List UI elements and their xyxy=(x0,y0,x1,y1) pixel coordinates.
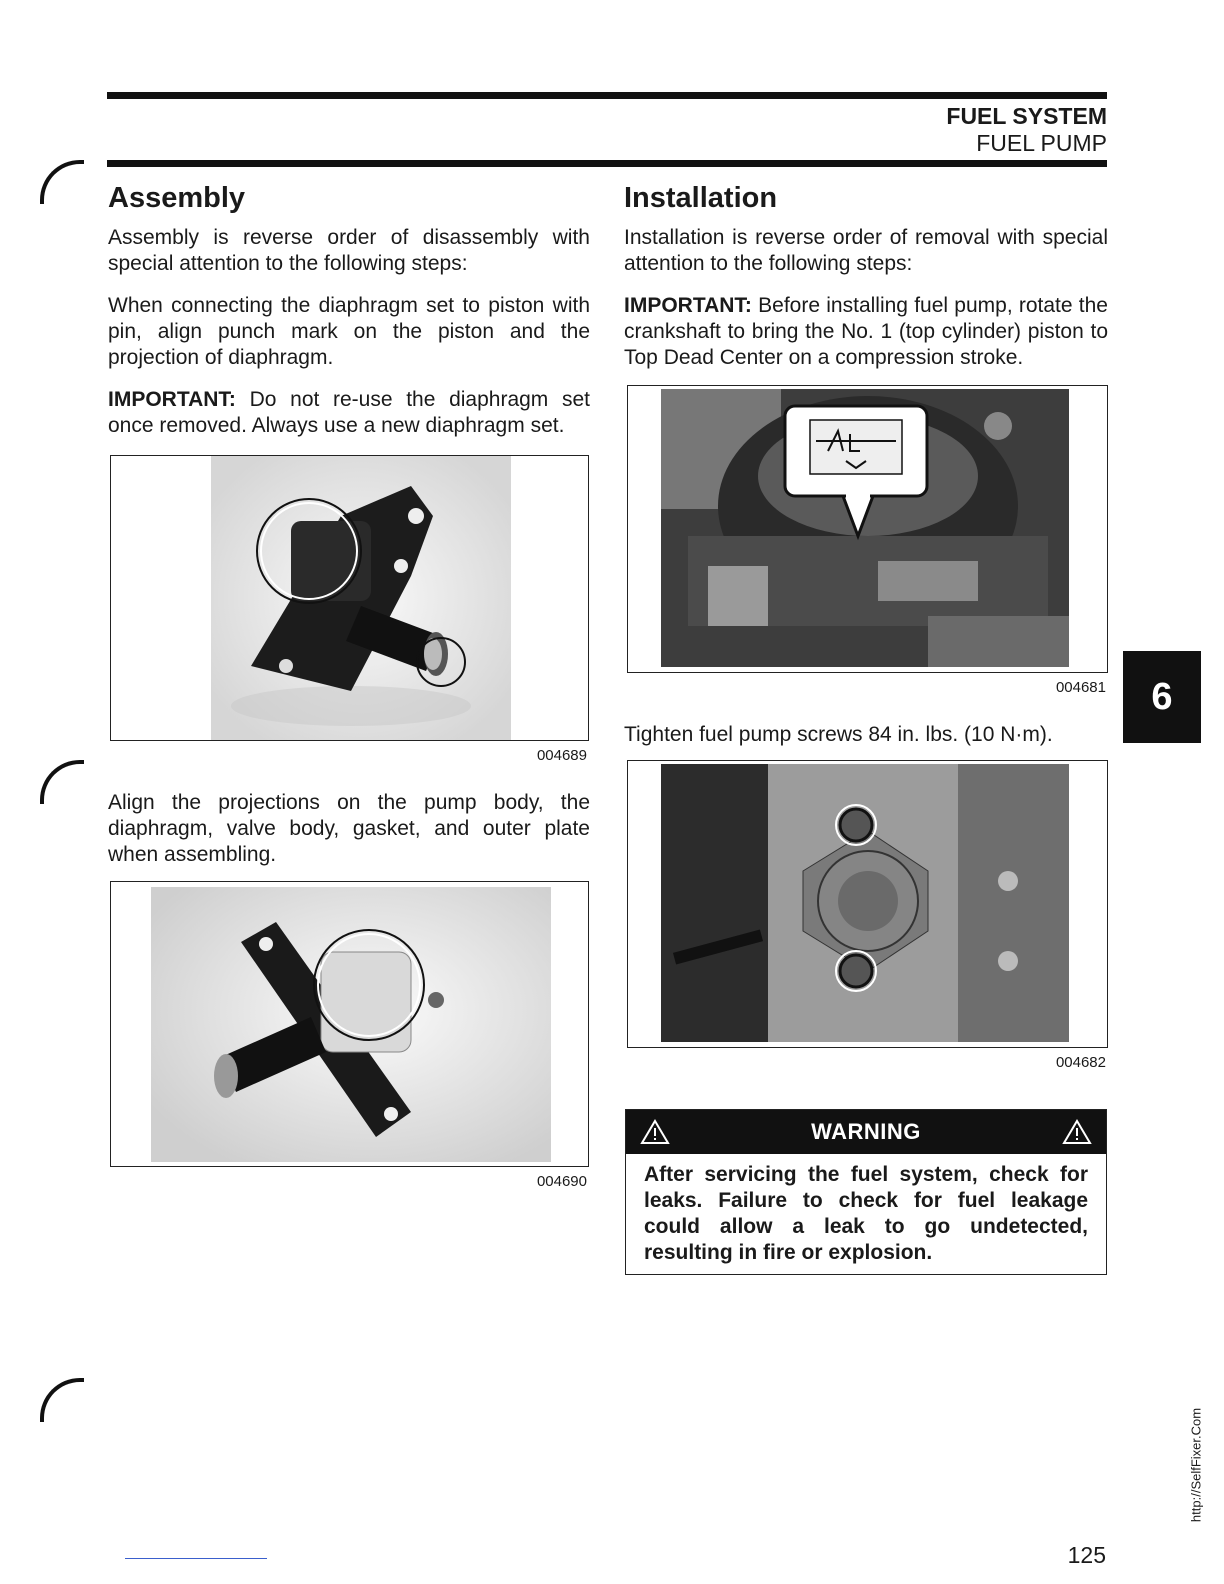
installation-important-note xyxy=(624,293,1108,371)
header-rule-top xyxy=(107,92,1107,99)
important-text: Do not re-use the diaphragm set once removed. Always use a new diaphragm set. xyxy=(108,388,590,437)
figure-id-004690: 004690 xyxy=(536,1173,587,1190)
important-label: IMPORTANT: xyxy=(108,388,236,411)
chapter-tab: 6 xyxy=(1123,651,1201,743)
engine-tdc-illustration xyxy=(628,386,1107,672)
bottom-line xyxy=(125,1558,267,1559)
important-label: IMPORTANT: xyxy=(624,294,752,317)
figure-id-004689: 004689 xyxy=(536,747,587,764)
section-title: FUEL SYSTEM xyxy=(946,103,1107,129)
figure-id-004682: 004682 xyxy=(1055,1054,1106,1071)
warning-title: WARNING xyxy=(811,1119,921,1144)
installation-intro: Installation is reverse order of removal with special attention to the following steps: xyxy=(624,226,1108,275)
assembly-heading: Assembly xyxy=(108,182,246,214)
assembly-column xyxy=(108,182,590,439)
warning-header xyxy=(626,1110,1106,1154)
assembly-diaphragm-step: When connecting the diaphragm set to piston with pin, align punch mark on the piston and the projection of diaphragm. xyxy=(108,294,590,369)
figure-diaphragm-piston xyxy=(110,455,589,741)
diaphragm-piston-illustration xyxy=(111,456,588,740)
binder-corner-bottom xyxy=(40,1378,84,1422)
binder-corner-top xyxy=(40,160,84,204)
binder-corner-middle xyxy=(40,760,84,804)
assembly-intro: Assembly is reverse order of disassembly with special attention to the following steps: xyxy=(108,226,590,275)
assembly-important-note xyxy=(108,387,590,439)
figure-pump-body-projections xyxy=(110,881,589,1167)
pump-body-illustration xyxy=(111,882,588,1166)
figure-crankshaft-tdc xyxy=(627,385,1108,673)
warning-triangle-icon xyxy=(1062,1119,1092,1145)
installation-torque-step: Tighten fuel pump screws 84 in. lbs. (10 N·m). xyxy=(624,723,1053,746)
side-url xyxy=(1186,1390,1206,1540)
warning-triangle-icon xyxy=(640,1119,670,1145)
installation-heading: Installation xyxy=(624,182,778,214)
assembly-align-step: Align the projections on the pump body, the diaphragm, valve body, gasket, and outer plate when assembling. xyxy=(108,791,590,866)
figure-fuel-pump-screws xyxy=(627,760,1108,1048)
subsection-title: FUEL PUMP xyxy=(976,130,1107,156)
important-text: Before installing fuel pump, rotate the crankshaft to bring the No. 1 (top cylinder) piston to Top Dead Center on a compression stroke. xyxy=(624,294,1108,369)
fuel-pump-mounted-illustration xyxy=(628,761,1107,1047)
header-rule-bottom xyxy=(107,160,1107,167)
warning-text: After servicing the fuel system, check for leaks. Failure to check for fuel leakage could allow a leak to go undetected, resulting in fire or explosion. xyxy=(644,1163,1088,1264)
installation-column xyxy=(624,182,1108,371)
side-url-text: http://SelfFixer.Com xyxy=(1188,1407,1204,1523)
figure-id-004681: 004681 xyxy=(1055,679,1106,696)
page-number: 125 xyxy=(1067,1542,1106,1568)
warning-box xyxy=(625,1109,1107,1275)
